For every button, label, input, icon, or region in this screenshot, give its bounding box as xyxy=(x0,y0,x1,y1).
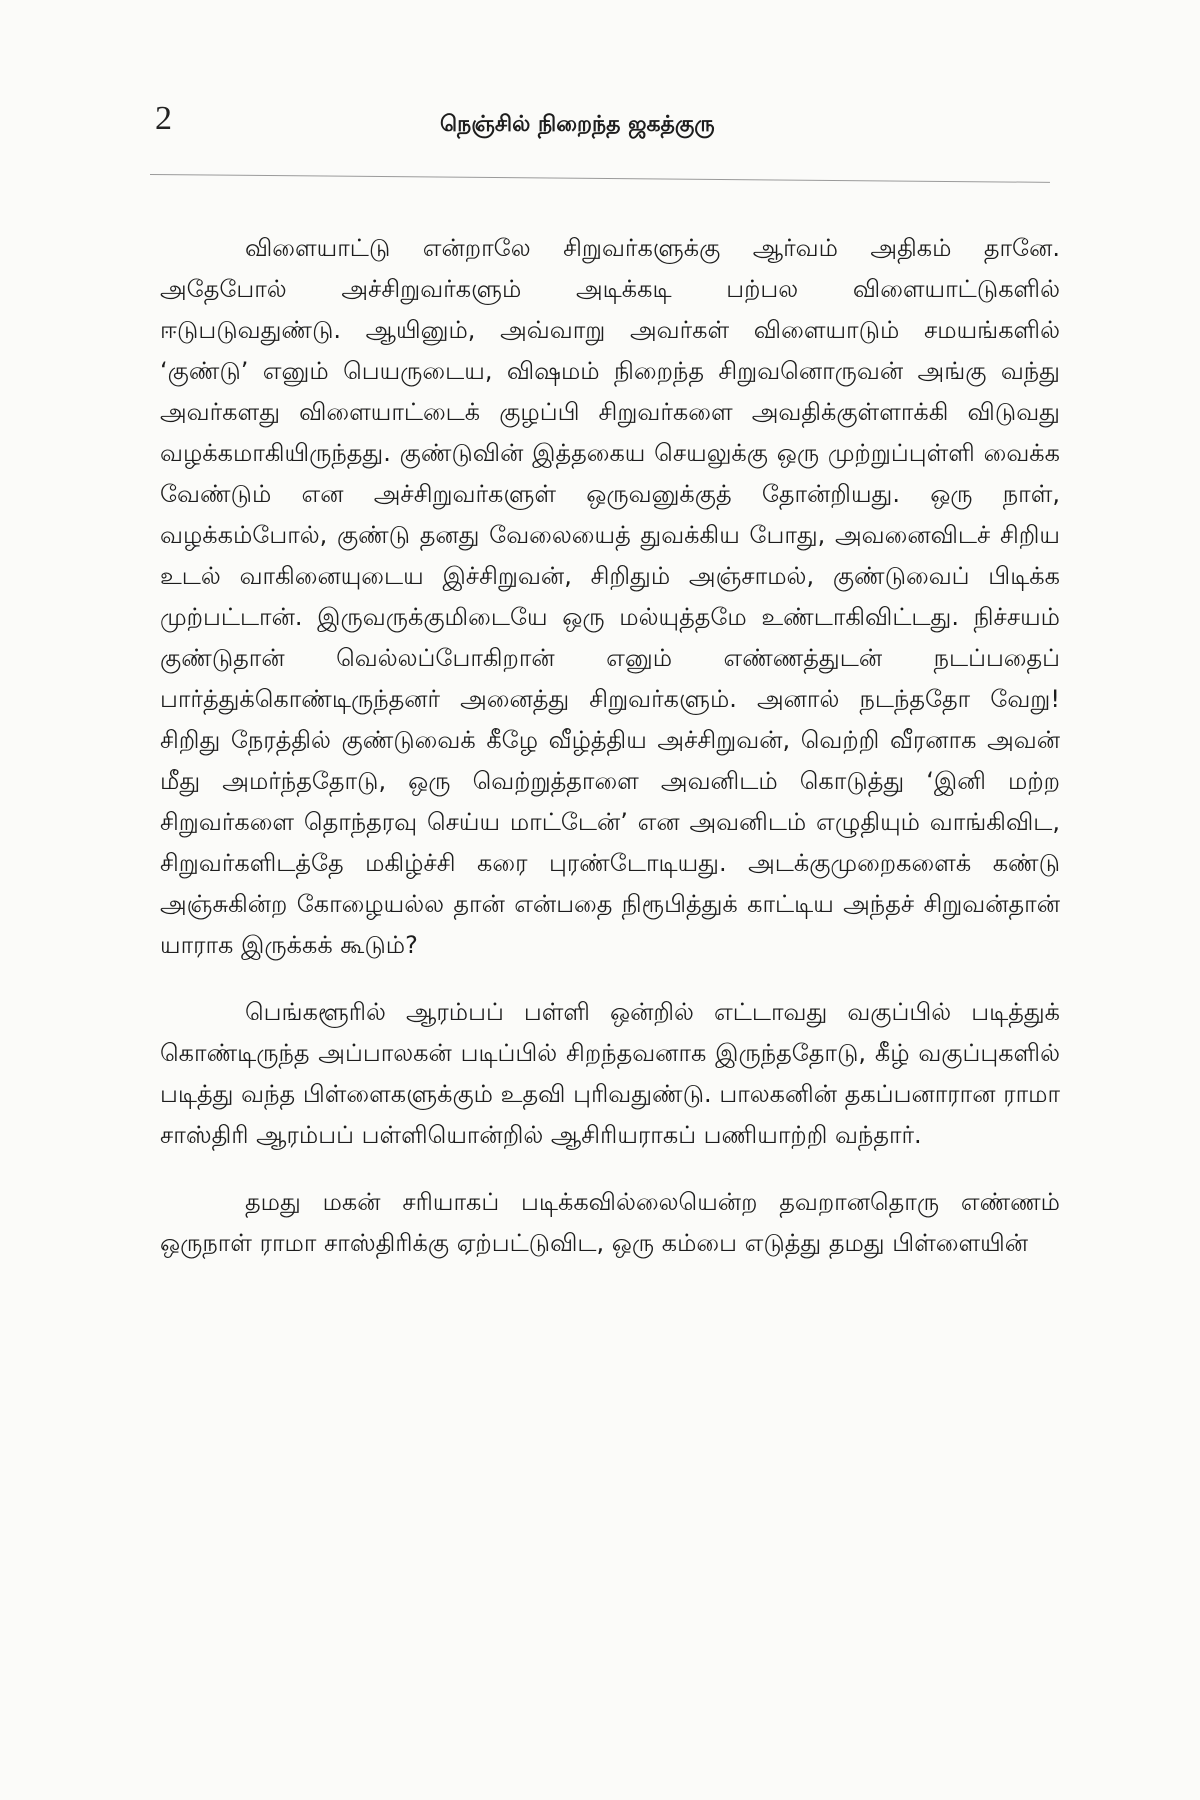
running-title: நெஞ்சில் நிறைந்த ஜகத்குரு xyxy=(440,112,715,137)
paragraph: தமது மகன் சரியாகப் படிக்கவில்லையென்ற தவறானதொரு எண்ணம் ஒருநாள் ராமா சாஸ்திரிக்கு ஏற்பட்டுவிட, ஒரு கம்பை எடுத்து தமது பிள்ளையின் xyxy=(160,1188,1060,1257)
body-text xyxy=(160,228,1060,1264)
page-number: 2 xyxy=(155,100,172,137)
paragraph: விளையாட்டு என்றாலே சிறுவர்களுக்கு ஆர்வம் அதிகம் தானே. அதேபோல் அச்சிறுவர்களும் அடிக்கடி பற்பல விளையாட்டுகளில் ஈடுபடுவதுண்டு. ஆயினும், அவ்வாறு அவர்கள் விளையாடும் சமயங்களில் ‘குண்டு’ எனும் பெயருடைய, விஷமம் நிறைந்த சிறுவனொருவன் அங்கு வந்து அவர்களது விளையாட்டைக் குழப்பி சிறுவர்களை அவதிக்குள்ளாக்கி விடுவது வழக்கமாகியிருந்தது. குண்டுவின் இத்தகைய செயலுக்கு ஒரு முற்றுப்புள்ளி வைக்க வேண்டும் என அச்சிறுவர்களுள் ஒருவனுக்குத் தோன்றியது. ஒரு நாள், வழக்கம்போல், குண்டு தனது வேலையைத் துவக்கிய போது, அவனைவிடச் சிறிய உடல் வாகினையுடைய இச்சிறுவன், சிறிதும் அஞ்சாமல், குண்டுவைப் பிடிக்க முற்பட்டான். இருவருக்குமிடையே ஒரு மல்யுத்தமே உண்டாகிவிட்டது. நிச்சயம் குண்டுதான் வெல்லப்போகிறான் எனும் எண்ணத்துடன் நடப்பதைப் பார்த்துக்கொண்டிருந்தனர் அனைத்து சிறுவர்களும். அனால் நடந்ததோ வேறு! சிறிது நேரத்தில் குண்டுவைக் கீழே வீழ்த்திய அச்சிறுவன், வெற்றி வீரனாக அவன் மீது அமர்ந்ததோடு, ஒரு வெற்றுத்தாளை அவனிடம் கொடுத்து ‘இனி மற்ற சிறுவர்களை தொந்தரவு செய்ய மாட்டேன்’ என அவனிடம் எழுதியும் வாங்கிவிட, சிறுவர்களிடத்தே மகிழ்ச்சி கரை புரண்டோடியது. அடக்குமுறைகளைக் கண்டு அஞ்சுகின்ற கோழையல்ல தான் என்பதை நிரூபித்துக் காட்டிய அந்தச் சிறுவன்தான் யாராக இருக்கக் கூடும்? xyxy=(160,234,1061,959)
paragraph: பெங்களூரில் ஆரம்பப் பள்ளி ஒன்றில் எட்டாவது வகுப்பில் படித்துக் கொண்டிருந்த அப்பாலகன் படிப்பில் சிறந்தவனாக இருந்ததோடு, கீழ் வகுப்புகளில் படித்து வந்த பிள்ளைகளுக்கும் உதவி புரிவதுண்டு. பாலகனின் தகப்பனாரான ராமா சாஸ்திரி ஆரம்பப் பள்ளியொன்றில் ஆசிரியராகப் பணியாற்றி வந்தார். xyxy=(160,998,1060,1149)
header-rule xyxy=(150,174,1050,183)
